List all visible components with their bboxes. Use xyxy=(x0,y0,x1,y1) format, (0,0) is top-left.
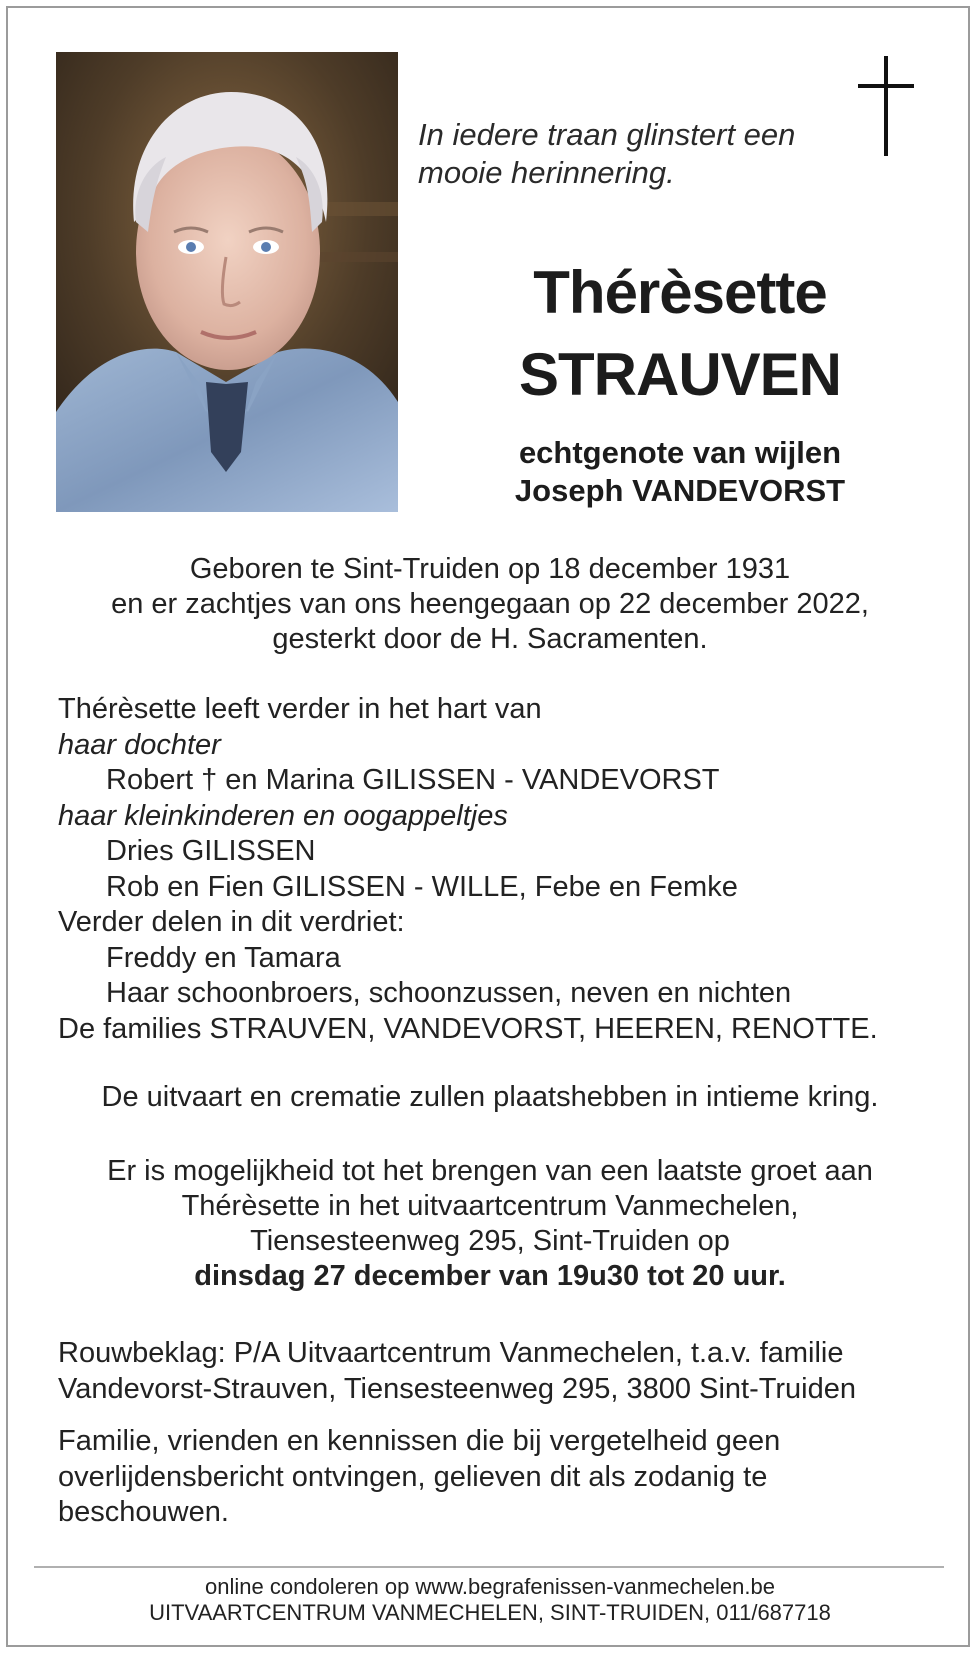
visit-line-3: Tiensesteenweg 295, Sint-Truiden op xyxy=(250,1225,730,1257)
family-line: Verder delen in dit verdriet: xyxy=(58,906,405,938)
visit-line-2: Thérèsette in het uitvaartcentrum Vanmechelen, xyxy=(181,1190,799,1222)
visitation-info xyxy=(40,1154,940,1294)
family-list xyxy=(58,692,938,1047)
spouse-line-1: echtgenote van wijlen xyxy=(518,435,842,470)
visit-line-1: Er is mogelijkheid tot het brengen van een laatste groet aan xyxy=(107,1155,873,1187)
family-line: Rob en Fien GILISSEN - WILLE, Febe en Femke xyxy=(106,870,738,903)
footer-website[interactable]: online condoleren op www.begrafenissen-vanmechelen.be xyxy=(205,1574,775,1599)
notice-line-3: beschouwen. xyxy=(58,1496,229,1528)
portrait-photo xyxy=(56,52,398,512)
notice-text xyxy=(58,1424,938,1531)
born-line-2: en er zachtjes van ons heengegaan op 22 december 2022, xyxy=(111,588,869,620)
family-line: haar dochter xyxy=(58,728,221,761)
family-line: haar kleinkinderen en oogappeltjes xyxy=(58,799,508,832)
first-name: Thérèsette xyxy=(533,259,827,326)
latin-cross-icon xyxy=(856,56,916,156)
condolence-line-1: Rouwbeklag: P/A Uitvaartcentrum Vanmechelen, t.a.v. familie xyxy=(58,1337,844,1369)
born-line-3: gesterkt door de H. Sacramenten. xyxy=(272,623,708,655)
footer xyxy=(40,1574,940,1626)
family-line: De families STRAUVEN, VANDEVORST, HEEREN, RENOTTE. xyxy=(58,1012,878,1045)
footer-contact: UITVAARTCENTRUM VANMECHELEN, SINT-TRUIDEN, 011/687718 xyxy=(149,1600,831,1625)
visit-date: dinsdag 27 december van 19u30 tot 20 uur. xyxy=(194,1260,786,1292)
spouse-info xyxy=(440,434,920,510)
quote-line-2: mooie herinnering. xyxy=(418,155,675,190)
family-line: Robert † en Marina GILISSEN - VANDEVORST xyxy=(106,764,720,796)
portrait-illustration xyxy=(56,52,398,512)
last-name: STRAUVEN xyxy=(518,341,842,408)
family-line: Freddy en Tamara xyxy=(106,941,341,974)
condolence-address xyxy=(58,1336,938,1407)
family-line: Haar schoonbroers, schoonzussen, neven en nichten xyxy=(106,977,792,1009)
condolence-line-2: Vandevorst-Strauven, Tiensesteenweg 295, 3800 Sint-Truiden xyxy=(58,1372,856,1405)
family-line: Thérèsette leeft verder in het hart van xyxy=(58,693,542,725)
spouse-line-2: Joseph VANDEVORST xyxy=(514,473,846,508)
notice-line-1: Familie, vrienden en kennissen die bij vergetelheid geen xyxy=(58,1425,781,1457)
deceased-name xyxy=(470,252,890,416)
born-line-1: Geboren te Sint-Truiden op 18 december 1931 xyxy=(189,553,791,585)
birth-death-info xyxy=(40,552,940,657)
notice-line-2: overlijdensbericht ontvingen, gelieven dit als zodanig te xyxy=(58,1460,768,1493)
family-line: Dries GILISSEN xyxy=(106,835,316,867)
footer-divider xyxy=(34,1566,944,1568)
quote-line-1: In iedere traan glinstert een xyxy=(418,117,796,152)
memorial-quote xyxy=(418,116,838,192)
funeral-info: De uitvaart en crematie zullen plaatshebben in intieme kring. xyxy=(101,1081,879,1113)
